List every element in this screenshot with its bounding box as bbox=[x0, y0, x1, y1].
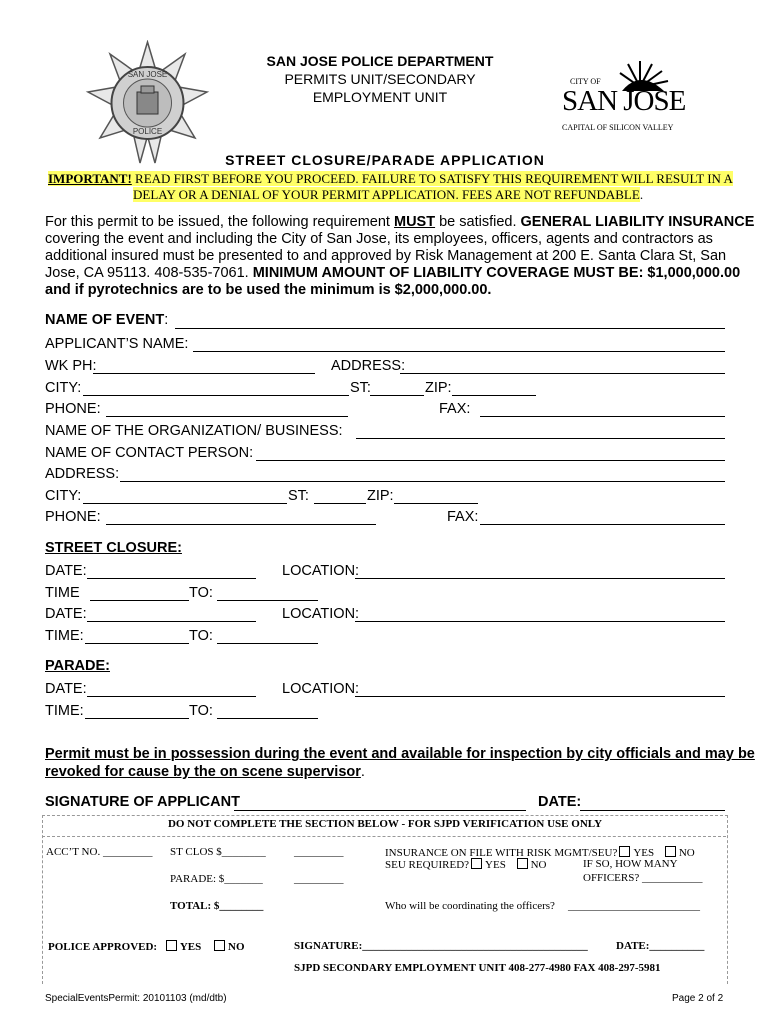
address-label: ADDRESS: bbox=[331, 358, 406, 374]
address-field[interactable] bbox=[400, 373, 725, 374]
unit-line-2: EMPLOYMENT UNIT bbox=[312, 89, 448, 105]
st-label: ST: bbox=[350, 380, 371, 396]
org-zip-field[interactable] bbox=[394, 503, 478, 504]
coordinating-label: Who will be coordinating the officers? bbox=[385, 900, 555, 912]
applicant-name-field[interactable] bbox=[193, 351, 725, 352]
intro-pyrotechnics: and if pyrotechnics are to be used the minimum is $2,000,000.00. bbox=[45, 282, 492, 298]
police-approved-yes-label: YES bbox=[179, 941, 202, 953]
insurance-yes-checkbox[interactable] bbox=[619, 846, 630, 857]
verification-header: DO NOT COMPLETE THE SECTION BELOW - FOR SJPD VERIFICATION USE ONLY bbox=[167, 818, 603, 830]
badge-text-bottom: POLICE bbox=[132, 127, 163, 136]
phone-field[interactable] bbox=[106, 416, 348, 417]
insurance-question: INSURANCE ON FILE WITH RISK MGMT/SEU? bbox=[385, 847, 618, 859]
parade-fee-blank: _________ bbox=[294, 873, 344, 885]
signature-field[interactable] bbox=[234, 810, 526, 811]
parade-time-label: TIME: bbox=[45, 703, 84, 719]
police-approved-no-label: NO bbox=[228, 941, 245, 953]
department-name: SAN JOSE POLICE DEPARTMENT bbox=[266, 53, 494, 69]
important-notice bbox=[48, 171, 733, 203]
insurance-no-label: NO bbox=[678, 847, 695, 859]
police-approved-label: POLICE APPROVED: bbox=[48, 941, 158, 953]
zip-field[interactable] bbox=[452, 395, 536, 396]
org-address-field[interactable] bbox=[120, 481, 725, 482]
sc-location2-label: LOCATION: bbox=[282, 606, 360, 622]
name-of-event-field[interactable] bbox=[175, 328, 725, 329]
parade-fee-label: PARADE: $_______ bbox=[170, 873, 263, 885]
intro-text-1a: For this permit to be issued, the following requirement bbox=[45, 214, 394, 230]
police-approved-row bbox=[48, 940, 245, 953]
police-signature-label: SIGNATURE:_________________________________________ bbox=[294, 940, 588, 952]
sc-time-label: TIME bbox=[45, 585, 80, 601]
sc-time-field[interactable] bbox=[90, 600, 189, 601]
important-line-2-period: . bbox=[639, 187, 644, 202]
organization-label: NAME OF THE ORGANIZATION/ BUSINESS: bbox=[45, 423, 343, 439]
signature-label: SIGNATURE OF APPLICANT bbox=[45, 794, 240, 810]
city-label: CITY: bbox=[45, 380, 82, 396]
org-fax-label: FAX: bbox=[447, 509, 479, 525]
seu-no-checkbox[interactable] bbox=[517, 858, 528, 869]
acct-no-label: ACC’T NO. _________ bbox=[46, 846, 153, 858]
verification-divider bbox=[42, 836, 726, 837]
sc-time2-field[interactable] bbox=[85, 643, 189, 644]
parade-to-label: TO: bbox=[189, 703, 213, 719]
zip-label: ZIP: bbox=[425, 380, 452, 396]
insurance-no-checkbox[interactable] bbox=[665, 846, 676, 857]
org-address-label: ADDRESS: bbox=[45, 466, 120, 482]
intro-text-2: covering the event and including the City of San Jose, its employees, officers, agents and contractors as bbox=[45, 231, 713, 247]
sc-date2-label: DATE: bbox=[45, 606, 87, 622]
city-of-san-jose-logo bbox=[558, 55, 698, 137]
signature-date-field[interactable] bbox=[580, 810, 725, 811]
sc-date-field[interactable] bbox=[87, 578, 256, 579]
signature-date-label: DATE: bbox=[538, 794, 582, 810]
police-date-label: DATE:__________ bbox=[616, 940, 705, 952]
org-st-label: ST: bbox=[288, 488, 309, 504]
insurance-requirements bbox=[45, 214, 755, 299]
city-field[interactable] bbox=[83, 395, 349, 396]
org-city-field[interactable] bbox=[83, 503, 287, 504]
intro-text-1b: be satisfied. bbox=[435, 214, 521, 230]
insurance-yes-label: YES bbox=[633, 847, 655, 859]
sc-location2-field[interactable] bbox=[355, 621, 725, 622]
permit-note-line-1: Permit must be in possession during the event and available for inspection by city officials and may be bbox=[45, 746, 755, 762]
sc-to-label: TO: bbox=[189, 585, 213, 601]
phone-label: PHONE: bbox=[45, 401, 101, 417]
sc-to-field[interactable] bbox=[217, 600, 318, 601]
parade-location-label: LOCATION: bbox=[282, 681, 360, 697]
parade-date-label: DATE: bbox=[45, 681, 87, 697]
city-of-label: CITY OF bbox=[570, 77, 601, 86]
org-fax-field[interactable] bbox=[480, 524, 725, 525]
sc-location-field[interactable] bbox=[355, 578, 725, 579]
name-of-event-label: NAME OF EVENT: bbox=[45, 312, 169, 328]
fax-label: FAX: bbox=[439, 401, 471, 417]
contact-person-field[interactable] bbox=[256, 460, 725, 461]
organization-field[interactable] bbox=[356, 438, 725, 439]
st-field[interactable] bbox=[370, 395, 424, 396]
intro-min-coverage: MINIMUM AMOUNT OF LIABILITY COVERAGE MUST BE: $1,000,000.00 bbox=[252, 265, 741, 281]
org-phone-field[interactable] bbox=[106, 524, 376, 525]
police-approved-no-checkbox[interactable] bbox=[214, 940, 225, 951]
police-badge-logo bbox=[85, 40, 210, 165]
police-approved-yes-checkbox[interactable] bbox=[166, 940, 177, 951]
if-so-label: IF SO, HOW MANY bbox=[583, 858, 678, 870]
page-title: STREET CLOSURE/PARADE APPLICATION bbox=[225, 152, 545, 168]
seu-no-label: NO bbox=[530, 859, 547, 871]
seu-required-row bbox=[385, 858, 546, 871]
sc-to2-label: TO: bbox=[189, 628, 213, 644]
secondary-employment-unit-contact: SJPD SECONDARY EMPLOYMENT UNIT 408-277-4980 FAX 408-297-5981 bbox=[294, 962, 661, 974]
important-label: IMPORTANT! bbox=[48, 171, 132, 186]
st-clos-label: ST CLOS $________ bbox=[170, 846, 266, 858]
street-closure-heading: STREET CLOSURE: bbox=[45, 540, 182, 556]
san-jose-wordmark: SAN JOSE bbox=[562, 85, 686, 117]
seu-required-question: SEU REQUIRED? bbox=[385, 859, 470, 871]
org-phone-label: PHONE: bbox=[45, 509, 101, 525]
intro-must: MUST bbox=[393, 214, 436, 230]
form-id-footer: SpecialEventsPermit: 20101103 (md/dtb) bbox=[45, 993, 227, 1004]
parade-time-field[interactable] bbox=[85, 718, 189, 719]
applicant-name-label: APPLICANT’S NAME: bbox=[45, 336, 189, 352]
fax-field[interactable] bbox=[480, 416, 725, 417]
parade-location-field[interactable] bbox=[355, 696, 725, 697]
intro-text-4a: Jose, CA 95113. 408-535-7061. bbox=[45, 265, 253, 281]
parade-date-field[interactable] bbox=[87, 696, 256, 697]
intro-text-3: additional insured must be presented to and approved by Risk Management at 200 E. Santa Clara St, San bbox=[45, 248, 727, 264]
org-st-field[interactable] bbox=[314, 503, 366, 504]
permit-possession-note bbox=[45, 745, 755, 781]
total-label: TOTAL: $________ bbox=[170, 900, 264, 912]
page-number: Page 2 of 2 bbox=[672, 993, 724, 1004]
sc-date2-field[interactable] bbox=[87, 621, 256, 622]
seu-yes-checkbox[interactable] bbox=[471, 858, 482, 869]
parade-heading: PARADE: bbox=[45, 658, 110, 674]
sc-location-label: LOCATION: bbox=[282, 563, 360, 579]
wk-ph-field[interactable] bbox=[93, 373, 315, 374]
intro-gli: GENERAL LIABILITY INSURANCE bbox=[520, 214, 755, 230]
st-clos-blank: _________ bbox=[294, 846, 344, 858]
important-line-1: READ FIRST BEFORE YOU PROCEED. FAILURE TO SATISFY THIS REQUIREMENT WILL RESULT IN A bbox=[135, 171, 733, 186]
sc-time2-label: TIME: bbox=[45, 628, 84, 644]
parade-to-field[interactable] bbox=[217, 718, 318, 719]
coordinating-blank: ________________________ bbox=[568, 900, 700, 912]
org-zip-label: ZIP: bbox=[367, 488, 394, 504]
sc-to2-field[interactable] bbox=[217, 643, 318, 644]
org-city-label: CITY: bbox=[45, 488, 82, 504]
sc-date-label: DATE: bbox=[45, 563, 87, 579]
capital-tagline: CAPITAL OF SILICON VALLEY bbox=[562, 123, 674, 132]
unit-line-1: PERMITS UNIT/SECONDARY bbox=[284, 71, 476, 87]
badge-text-top: SAN JOSE bbox=[127, 70, 168, 79]
important-line-2: DELAY OR A DENIAL OF YOUR PERMIT APPLICATION. FEES ARE NOT REFUNDABLE bbox=[133, 187, 640, 202]
wk-ph-label: WK PH: bbox=[45, 358, 97, 374]
officers-count-label: OFFICERS? ___________ bbox=[583, 872, 703, 884]
permit-note-line-2: revoked for cause by the on scene supervisor bbox=[45, 764, 361, 780]
permit-note-period: . bbox=[360, 764, 365, 780]
contact-person-label: NAME OF CONTACT PERSON: bbox=[45, 445, 254, 461]
seu-yes-label: YES bbox=[485, 859, 506, 871]
